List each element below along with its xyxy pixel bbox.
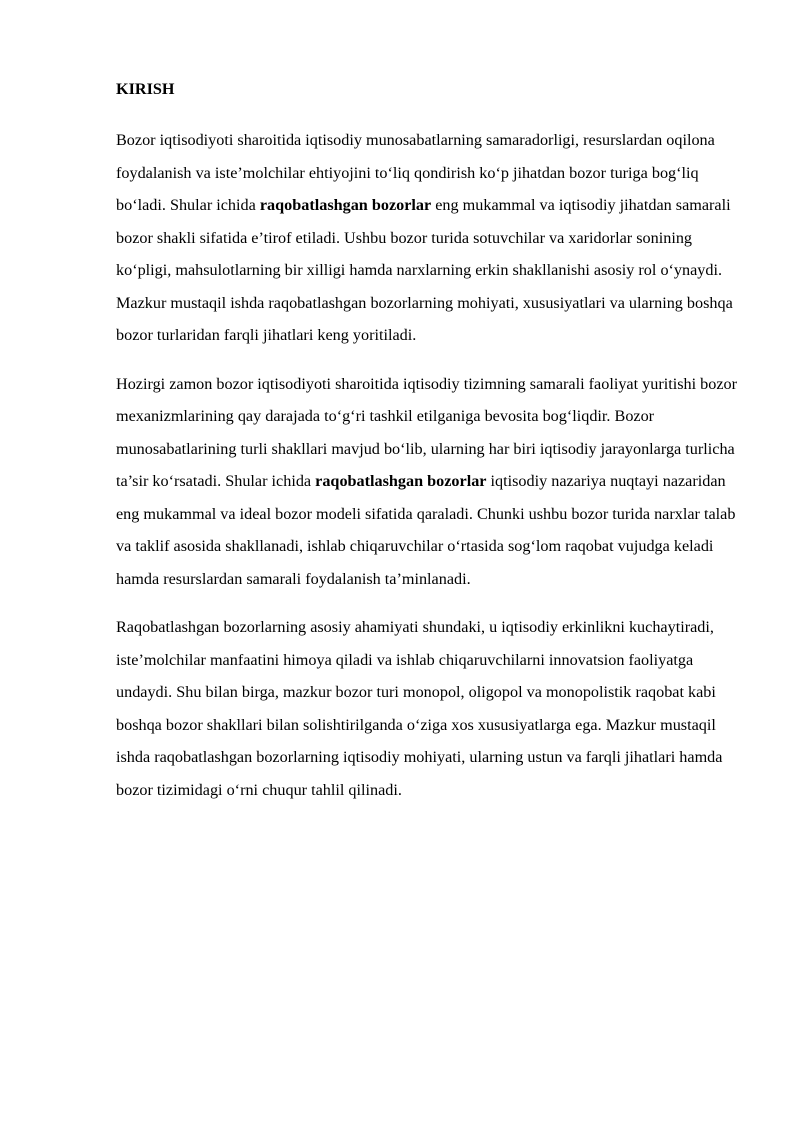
paragraph-1 — [116, 124, 746, 352]
paragraph-1-bold-term: raqobatlashgan bozorlar — [259, 196, 432, 214]
paragraph-2-text-start: Hozirgi zamon bozor iqtisodiyoti sharoitida iqtisodiy tizimning samarali faoliyat yuritishi bozor mexanizmlarining qay darajada to‘g‘ri tashkil etilganiga bevosita bog‘liqdir. Bozor munosabatlarining turli shakllari mavjud bo‘lib, ularning har biri iqtisodiy jarayonlarga turlicha ta’sir ko‘rsatadi. Shular ichida — [116, 374, 738, 490]
paragraph-3-text: Raqobatlashgan bozorlarning asosiy ahamiyati shundaki, u iqtisodiy erkinlikni kuchaytiradi, iste’molchilar manfaatini himoya qiladi va ishlab chiqaruvchilarni innovatsion faoliyatga undaydi. Shu bilan birga, mazkur bozor turi monopol, oligopol va monopolistik raqobat kabi boshqa bozor shakllari bilan solishtirilganda o‘ziga xos xususiyatlarga ega. Mazkur mustaqil ishda raqobatlashgan bozorlarning iqtisodiy mohiyati, ularning ustun va farqli jihatlari hamda bozor tizimidagi o‘rni chuqur tahlil qilinadi. — [116, 618, 723, 799]
paragraph-1-text-end: eng mukammal va iqtisodiy jihatdan samarali bozor shakli sifatida e’tirof etiladi. Ushbu bozor turida sotuvchilar va xaridorlar sonining ko‘pligi, mahsulotlarning bir xilligi hamda narxlarning erkin shakllanishi asosiy rol o‘ynaydi. Mazkur mustaqil ishda raqobatlashgan bozorlarning mohiyati, xususiyatlari va ularning boshqa bozor turlaridan farqli jihatlari keng yoritiladi. — [116, 196, 733, 344]
paragraph-1-text-start: Bozor iqtisodiyoti sharoitida iqtisodiy munosabatlarning samaradorligi, resurslardan oqilona foydalanish va iste’molchilar ehtiyojini to‘liq qondirish ko‘p jihatdan bozor turiga bog‘liq bo‘ladi. Shular ichida — [116, 131, 715, 214]
paragraph-2 — [116, 368, 746, 596]
section-heading: KIRISH — [116, 80, 175, 98]
paragraph-2-text-end: iqtisodiy nazariya nuqtayi nazaridan eng mukammal va ideal bozor modeli sifatida qaraladi. Chunki ushbu bozor turida narxlar talab va taklif asosida shakllanadi, ishlab chiqaruvchilar o‘rtasida sog‘lom raqobat vujudga keladi hamda resurslardan samarali foydalanish ta’minlanadi. — [116, 472, 736, 588]
paragraph-3 — [116, 611, 746, 806]
document-body — [116, 72, 746, 806]
paragraph-2-bold-term: raqobatlashgan bozorlar — [315, 472, 487, 490]
